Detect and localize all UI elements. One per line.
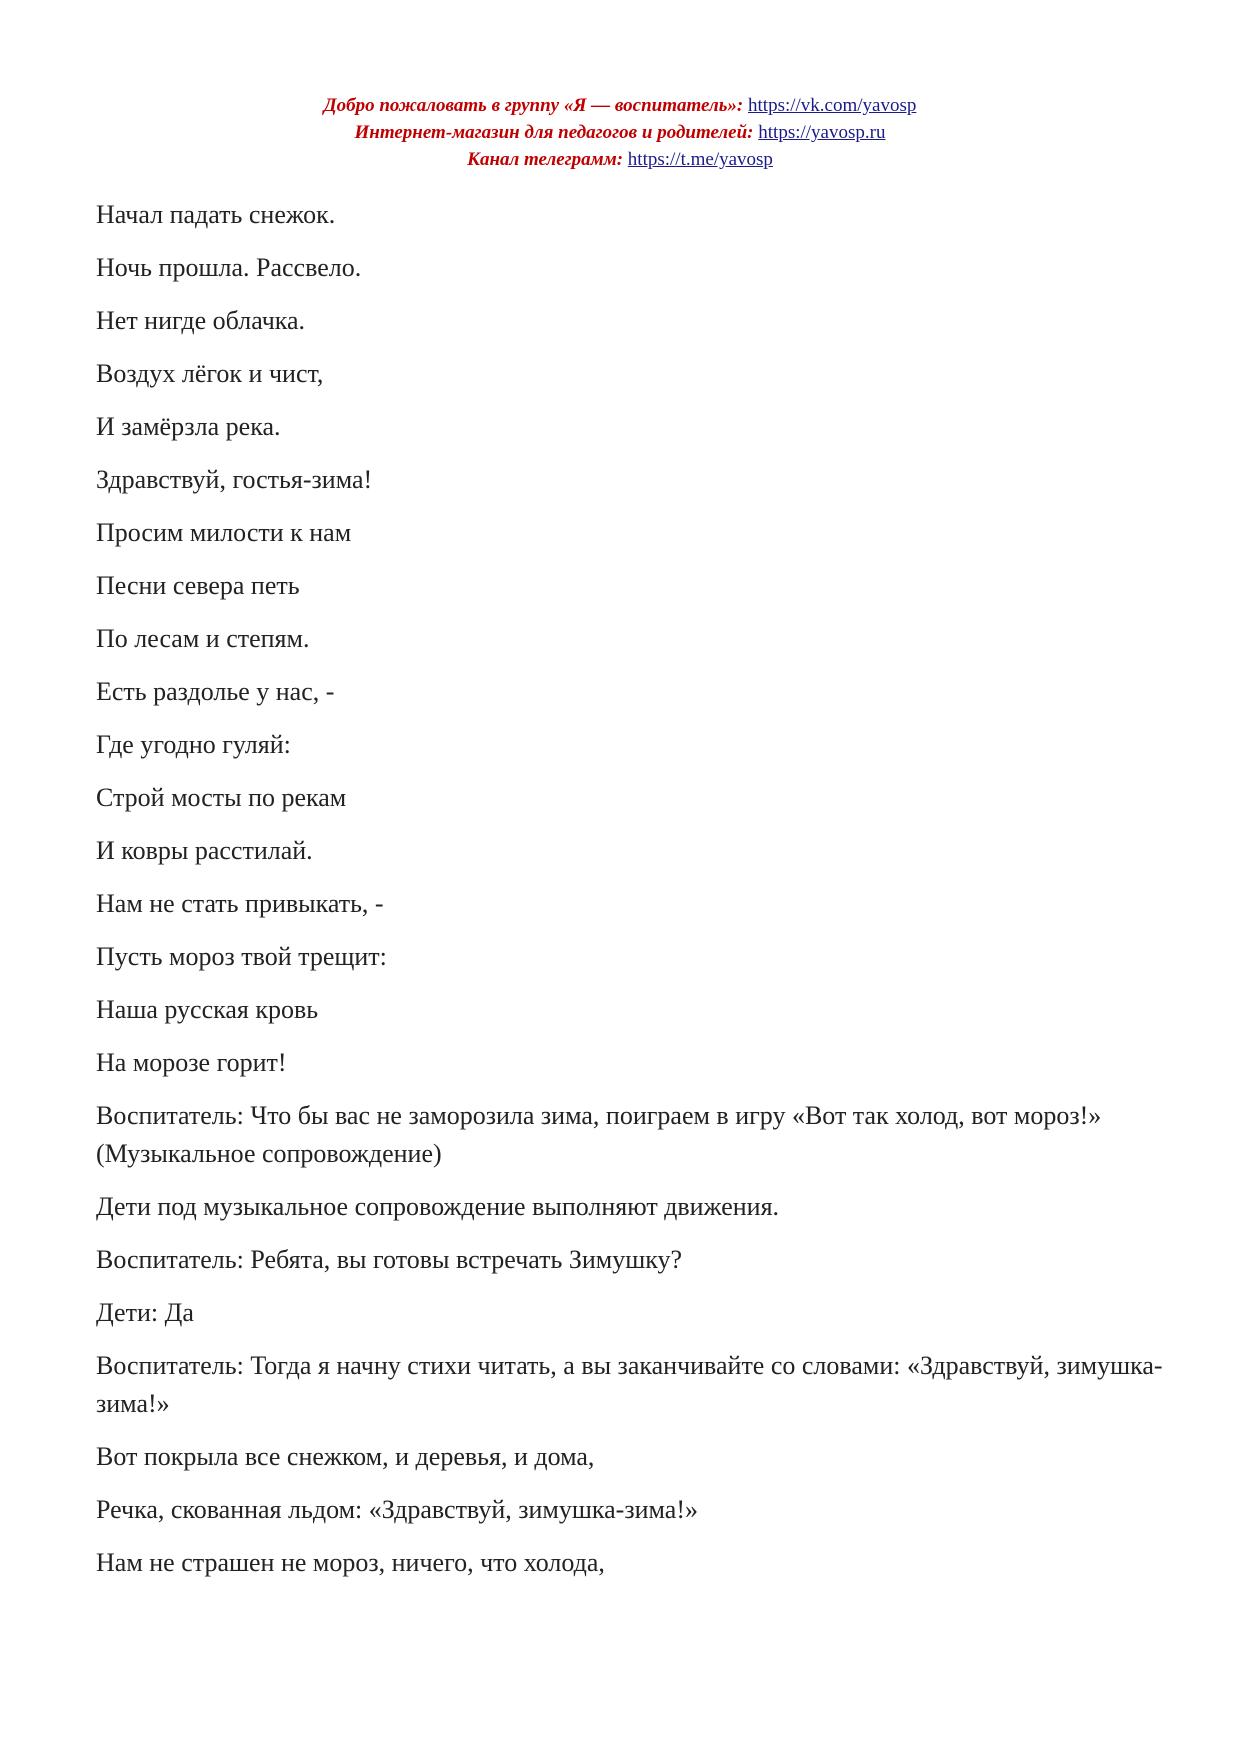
text-paragraph: Пусть мороз твой трещит:	[96, 942, 387, 971]
header-link[interactable]: https://vk.com/yavosp	[748, 95, 917, 116]
text-paragraph: Просим милости к нам	[96, 518, 352, 547]
text-paragraph: Нам не страшен не мороз, ничего, что холода,	[96, 1548, 605, 1577]
page-header	[0, 92, 1240, 173]
text-paragraph: Где угодно гуляй:	[96, 730, 291, 759]
header-label: Добро пожаловать в группу «Я — воспитатель»:	[323, 95, 744, 116]
document-body	[96, 196, 1186, 1597]
text-paragraph: Воспитатель: Ребята, вы готовы встречать Зимушку?	[96, 1245, 683, 1274]
text-paragraph: И ковры расстилай.	[96, 836, 313, 865]
text-paragraph: Начал падать снежок.	[96, 200, 336, 229]
header-line-telegram	[0, 146, 1240, 173]
text-paragraph: Дети: Да	[96, 1298, 194, 1327]
text-paragraph: Здравствуй, гостья-зима!	[96, 465, 373, 494]
text-paragraph: Ночь прошла. Рассвело.	[96, 253, 362, 282]
text-paragraph: Вот покрыла все снежком, и деревья, и дома,	[96, 1442, 595, 1471]
text-paragraph: Воздух лёгок и чист,	[96, 359, 324, 388]
header-label: Канал телеграмм:	[467, 149, 624, 170]
text-paragraph: Речка, скованная льдом: «Здравствуй, зимушка-зима!»	[96, 1495, 698, 1524]
text-paragraph: Песни севера петь	[96, 571, 300, 600]
text-paragraph: И замёрзла река.	[96, 412, 281, 441]
header-line-shop	[0, 119, 1240, 146]
text-paragraph: Нет нигде облачка.	[96, 306, 306, 335]
text-paragraph: Строй мосты по рекам	[96, 783, 347, 812]
text-paragraph: Воспитатель: Тогда я начну стихи читать, а вы заканчивайте со словами: «Здравствуй, зимушка-зима!»	[96, 1351, 1163, 1418]
text-paragraph: Воспитатель: Что бы вас не заморозила зима, поиграем в игру «Вот так холод, вот мороз!» (Музыкальное сопровождение)	[96, 1101, 1102, 1168]
text-paragraph: Нам не стать привыкать, -	[96, 889, 384, 918]
text-paragraph: На морозе горит!	[96, 1048, 287, 1077]
text-paragraph: Дети под музыкальное сопровождение выполняют движения.	[96, 1192, 780, 1221]
header-link[interactable]: https://t.me/yavosp	[627, 149, 773, 170]
header-link[interactable]: https://yavosp.ru	[758, 122, 886, 143]
text-paragraph: По лесам и степям.	[96, 624, 310, 653]
header-line-vk-group	[0, 92, 1240, 119]
text-paragraph: Есть раздолье у нас, -	[96, 677, 335, 706]
header-label: Интернет-магазин для педагогов и родителей:	[354, 122, 754, 143]
text-paragraph: Наша русская кровь	[96, 995, 319, 1024]
